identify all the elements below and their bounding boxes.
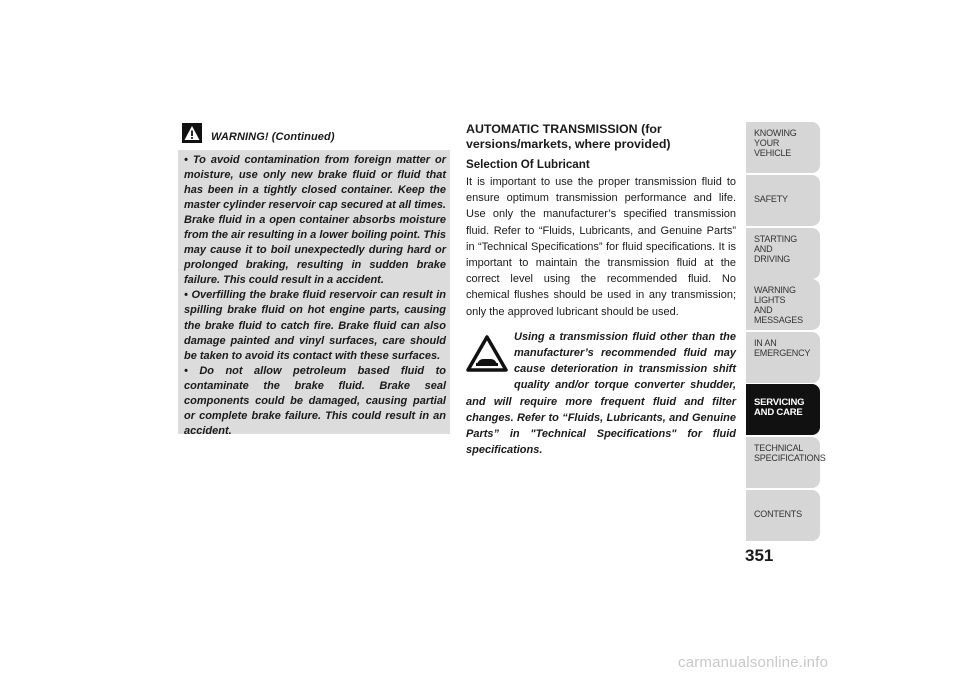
chapter-tab-label: SAFETY (754, 193, 788, 204)
page-number: 351 (745, 546, 774, 565)
chapter-tab-label: SERVICING AND CARE (754, 396, 805, 418)
chapter-tab-label: IN AN EMERGENCY (754, 338, 811, 358)
chapter-tab[interactable] (746, 228, 820, 279)
caution-block (466, 329, 736, 459)
section-paragraph: It is important to use the proper transmission fluid to ensure optimum transmission performance and life. Use only the manufacturer’s specified transmission fluid. Refer to “Fluids, Lubricants, and Genuine Parts” in “Technical Specifications” for fluid specifications. It is important to maintain the transmission fluid at the correct level using the recommended fluid. No chemical flushes should be used in any transmission; only the approved lubricant should be used. (466, 176, 736, 318)
chapter-tab[interactable] (746, 490, 820, 541)
warning-bullet: • Overfilling the brake fluid reservoir can result in spilling brake fluid on hot engine parts, causing the brake fluid to catch fire. Brake fluid can also damage painted and vinyl surfaces, care should be taken to avoid its contact with these surfaces. (184, 289, 446, 362)
chapter-tab-label: CONTENTS (754, 508, 802, 519)
chapter-tab[interactable] (746, 332, 820, 383)
chapter-tab[interactable] (746, 175, 820, 226)
section-subheading: Selection Of Lubricant (466, 158, 590, 171)
chapter-tab[interactable] (746, 122, 820, 173)
warning-title: WARNING! (Continued) (211, 131, 335, 143)
chapter-tab[interactable] (746, 384, 820, 435)
transmission-section (466, 122, 736, 458)
caution-triangle-icon (466, 335, 508, 373)
warning-triangle-icon (182, 123, 202, 143)
section-heading: AUTOMATIC TRANSMISSION (for versions/markets, where provided) (466, 122, 671, 151)
chapter-tab[interactable] (746, 279, 820, 330)
chapter-tab[interactable] (746, 437, 826, 488)
watermark: carmanualsonline.info (678, 654, 829, 671)
warning-bullet: • To avoid contamination from foreign matter or moisture, use only new brake fluid or fluid that has been in a tightly closed container. Keep the master cylinder reservoir cap secured at all times. Brake fluid in a open container absorbs moisture from the air resulting in a lower boiling point. This may cause it to boil unexpectedly during hard or prolonged braking, resulting in sudden brake failure. This could result in a accident. (184, 154, 446, 287)
warning-bullet: • Do not allow petroleum based fluid to contaminate the brake fluid. Brake seal components could be damaged, causing partial or complete brake failure. This could result in an accident. (184, 364, 446, 437)
chapter-tab-label: WARNING LIGHTS AND MESSAGES (754, 285, 803, 325)
caution-text: Using a transmission fluid other than the manufacturer’s recommended fluid may cause deterioration in transmission shift quality and/or torque converter shudder, and will require more frequent fluid and filter changes. Refer to “Fluids, Lubricants, and Genuine Parts” in "Technical Specifications" for fluid specifications. (466, 330, 736, 457)
chapter-tab-label: KNOWING YOUR VEHICLE (754, 128, 797, 158)
chapter-tab-label: TECHNICAL SPECIFICATIONS (754, 443, 826, 463)
chapter-tab-label: STARTING AND DRIVING (754, 234, 798, 264)
warning-body (184, 153, 446, 439)
